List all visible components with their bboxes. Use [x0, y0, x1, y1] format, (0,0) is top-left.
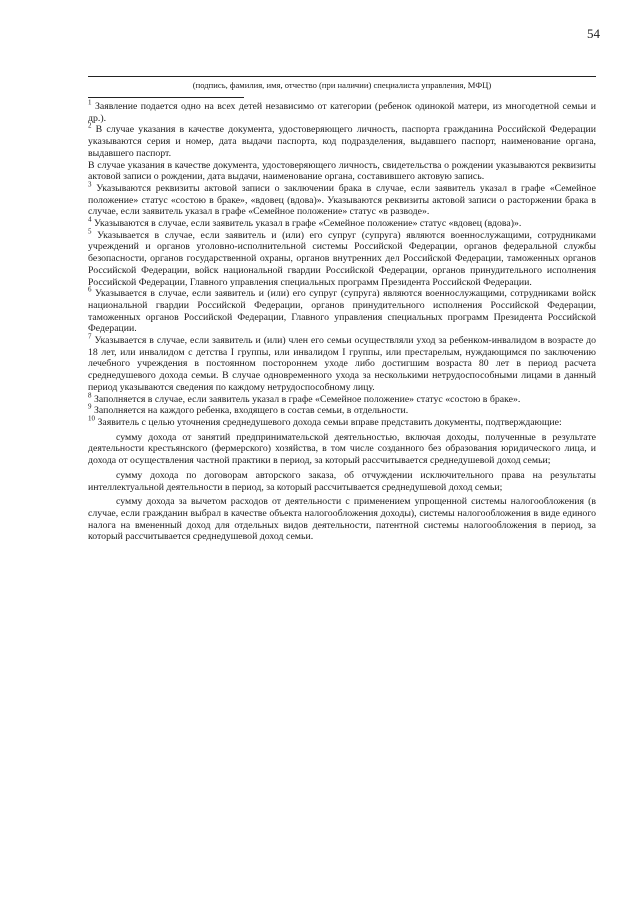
footnote — [88, 227, 596, 289]
footnote — [88, 332, 596, 394]
footnote — [88, 98, 596, 124]
footnote-mark: 8 — [88, 391, 92, 400]
footnote-mark: 6 — [88, 285, 92, 294]
footnote — [88, 391, 596, 406]
footnote-mark: 9 — [88, 403, 92, 412]
footnote-mark: 3 — [88, 180, 92, 189]
footnote-mark: 5 — [88, 227, 92, 236]
footnote — [88, 124, 596, 159]
signature-caption: (подпись, фамилия, имя, отчество (при наличии) специалиста управления, МФЦ) — [192, 80, 492, 90]
page-number: 54 — [587, 26, 600, 41]
footnote-text: В случае указания в качестве документа, удостоверяющего личность, свидетельства о рождении указываются реквизиты актовой записи о рождении, дата выдачи, наименование органа, составившего актовую запись. — [88, 159, 596, 183]
footnotes-block — [88, 98, 596, 543]
footnote-text: Заполняется в случае, если заявитель указал в графе «Семейное положение» статус «состою в браке». — [93, 393, 521, 405]
footnote — [88, 215, 596, 230]
income-item: сумму дохода по договорам авторского заказа, об отчуждении исключительного права на результаты интеллектуальной деятельности в период, за который рассчитывается среднедушевой доход семьи; — [88, 469, 596, 493]
signature-line — [88, 76, 596, 77]
income-item: сумму дохода от занятий предпринимательской деятельностью, включая доходы, полученные в результате деятельности крестьянского (фермерского) хозяйства, в том числе созданного без образования юридического лица, и дохода от осуществления частной практики в период, за который рассчитывается среднедушевой доход семьи; — [88, 431, 596, 467]
footnote-mark: 4 — [88, 215, 92, 224]
footnote — [88, 160, 596, 183]
footnote — [88, 405, 596, 417]
footnote-text: В случае указания в качестве документа, удостоверяющего личность, паспорта гражданина Российской Федерации указываются серия и номер, дата выдачи паспорта, код подразделения, выдавшего паспорт, наименование органа, выдавшего паспорт. — [88, 124, 596, 159]
footnote-mark: 10 — [88, 414, 95, 423]
footnote-text: Указываются в случае, если заявитель указал в графе «Семейное положение» статус «вдовец (вдова)». — [93, 218, 522, 230]
footnote — [88, 285, 596, 335]
footnote-mark: 2 — [88, 122, 92, 131]
footnote-text: Указывается в случае, если заявитель и (или) его супруг (супруга) являются военнослужащими, сотрудниками учреждений и органов уголовно-исполнительной системы Российской Федерации, органов федеральной службы безопасности, органов государственной охраны, органов внутренних дел Российской Федерации, таможенных органов Российской Федерации, войск национальной гвардии Российской Федерации, органов принудительного исполнения Российской Федерации, Главного управления специальных программ Президента Российской Федерации. — [88, 229, 596, 288]
footnote-text: Заявление подается одно на всех детей независимо от категории (ребенок одинокой матери, из многодетной семьи и др.). — [88, 101, 596, 124]
footnote-text: Заявитель с целью уточнения среднедушевого дохода семьи вправе представить документы, подтверждающие: — [97, 416, 562, 428]
footnote — [88, 180, 596, 218]
income-item: сумму дохода за вычетом расходов от деятельности с применением упрощенной системы налогообложения (в случае, если гражданин выбрал в качестве объекта налогообложения доходы), системы налогообложения в виде единого налога на вмененный доход для отдельных видов деятельности, патентной системы налогообложения в период, за который рассчитывается среднедушевой доход семьи. — [88, 496, 596, 543]
footnote-text: Указывается в случае, если заявитель и (или) член его семьи осуществляли уход за ребенком-инвалидом в возрасте до 18 лет, или инвалидом с детства I группы, или инвалидом I группы, или престарелым, нуждающимся по заключению лечебного учреждения в постоянном постороннем уходе либо достигшим возраста 80 лет в период расчета среднедушевого дохода семьи. В случае одновременного ухода за несколькими нетрудоспособными лицами в данный период указываются сведения по каждому нетрудоспособному лицу. — [88, 335, 596, 393]
footnote-mark: 7 — [88, 332, 92, 341]
footnote-text: Заполняется на каждого ребенка, входящего в состав семьи, в отдельности. — [93, 405, 409, 417]
footnote-mark: 1 — [88, 98, 92, 107]
footnote-text: Указывается в случае, если заявитель и (или) его супруг (супруга) являются военнослужащими, сотрудниками войск национальной гвардии Российской Федерации, органов принудительного исполнения Российской Федерации, таможенных органов Российской Федерации, Главного управления специальных программ Президента Российской Федерации. — [88, 288, 596, 335]
footnote — [88, 414, 596, 429]
footnote-text: Указываются реквизиты актовой записи о заключении брака в случае, если заявитель указал в графе «Семейное положение» статус «состою в браке», «вдовец (вдова)». Указываются реквизиты актовой записи о расторжении брака в случае, если заявитель указал в графе «Семейное положение» статус «в разводе». — [88, 182, 596, 218]
footnote-separator — [88, 97, 244, 98]
